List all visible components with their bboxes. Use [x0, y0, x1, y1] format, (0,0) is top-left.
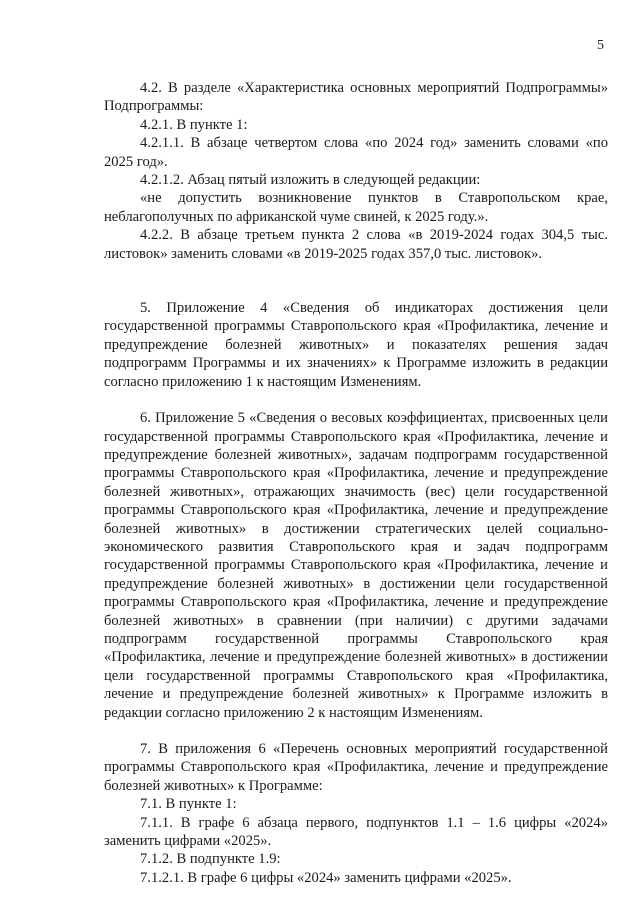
paragraph-6: 6. Приложение 5 «Сведения о весовых коэффициентах, присвоенных цели государственной программы Ставропольского края «Профилактика, лечение и предупреждение болезней животных», задачам подпрограмм государственной программы Ставропольского края «Профилактика, лечение и предупреждение болезней животных», отражающих значимость (вес) цели государственной программы Ставропольского края «Профилактика, лечение и предупреждение болезней животных» в достижении стратегических целей социально-экономического развития Ставропольского края и задач подпрограмм государственной программы Ставропольского края «Профилактика, лечение и предупреждение болезней животных» в достижении цели государственной программы Ставропольского края «Профилактика, лечение и предупреждение болезней животных» в сравнении (при наличии) с другими задачами подпрограмм государственной программы Ставропольского края «Профилактика, лечение и предупреждение болезней животных» в достижении цели государственной программы Ставропольского края «Профилактика, лечение и предупреждение болезней животных» к Программе изложить в редакции согласно приложению 2 к настоящим Изменениям. [104, 410, 608, 721]
paragraph-7-1-1: 7.1.1. В графе 6 абзаца первого, подпунктов 1.1 – 1.6 цифры «2024» заменить цифрами «2025». [104, 814, 608, 850]
paragraph-7-1-2-1: 7.1.2.1. В графе 6 цифры «2024» заменить цифрами «2025». [140, 869, 512, 886]
page-number: 5 [597, 38, 604, 53]
section-gap [104, 281, 608, 299]
paragraph-7-1: 7.1. В пункте 1: [140, 796, 237, 813]
document-body [104, 79, 608, 887]
paragraph-quote: «не допустить возникновение пунктов в Ставропольском крае, неблагополучных по африканской чуме свиней, к 2025 году.». [104, 190, 608, 225]
paragraph-4-2: 4.2. В разделе «Характеристика основных мероприятий Подпрограммы» Подпрограммы: [104, 80, 608, 115]
section-gap [104, 263, 608, 281]
section-gap [104, 722, 608, 740]
section-gap [104, 391, 608, 409]
paragraph-4-2-1-1: 4.2.1.1. В абзаце четвертом слова «по 2024 год» заменить словами «по 2025 год». [104, 135, 608, 170]
paragraph-7-1-2: 7.1.2. В подпункте 1.9: [140, 851, 281, 868]
paragraph-7: 7. В приложения 6 «Перечень основных мероприятий государственной программы Ставропольского края «Профилактика, лечение и предупреждение болезней животных» к Программе: [104, 741, 608, 794]
paragraph-5: 5. Приложение 4 «Сведения об индикаторах достижения цели государственной программы Ставропольского края «Профилактика, лечение и предупреждение болезней животных» и показателях решения задач подпрограмм Программы и их значениях» к Программе изложить в редакции согласно приложению 1 к настоящим Изменениям. [104, 300, 608, 390]
paragraph-4-2-2: 4.2.2. В абзаце третьем пункта 2 слова «в 2019-2024 годах 304,5 тыс. листовок» заменить словами «в 2019-2025 годах 357,0 тыс. листовок». [104, 227, 608, 262]
paragraph-4-2-1: 4.2.1. В пункте 1: [140, 116, 248, 133]
paragraph-4-2-1-2: 4.2.1.2. Абзац пятый изложить в следующей редакции: [140, 172, 481, 189]
